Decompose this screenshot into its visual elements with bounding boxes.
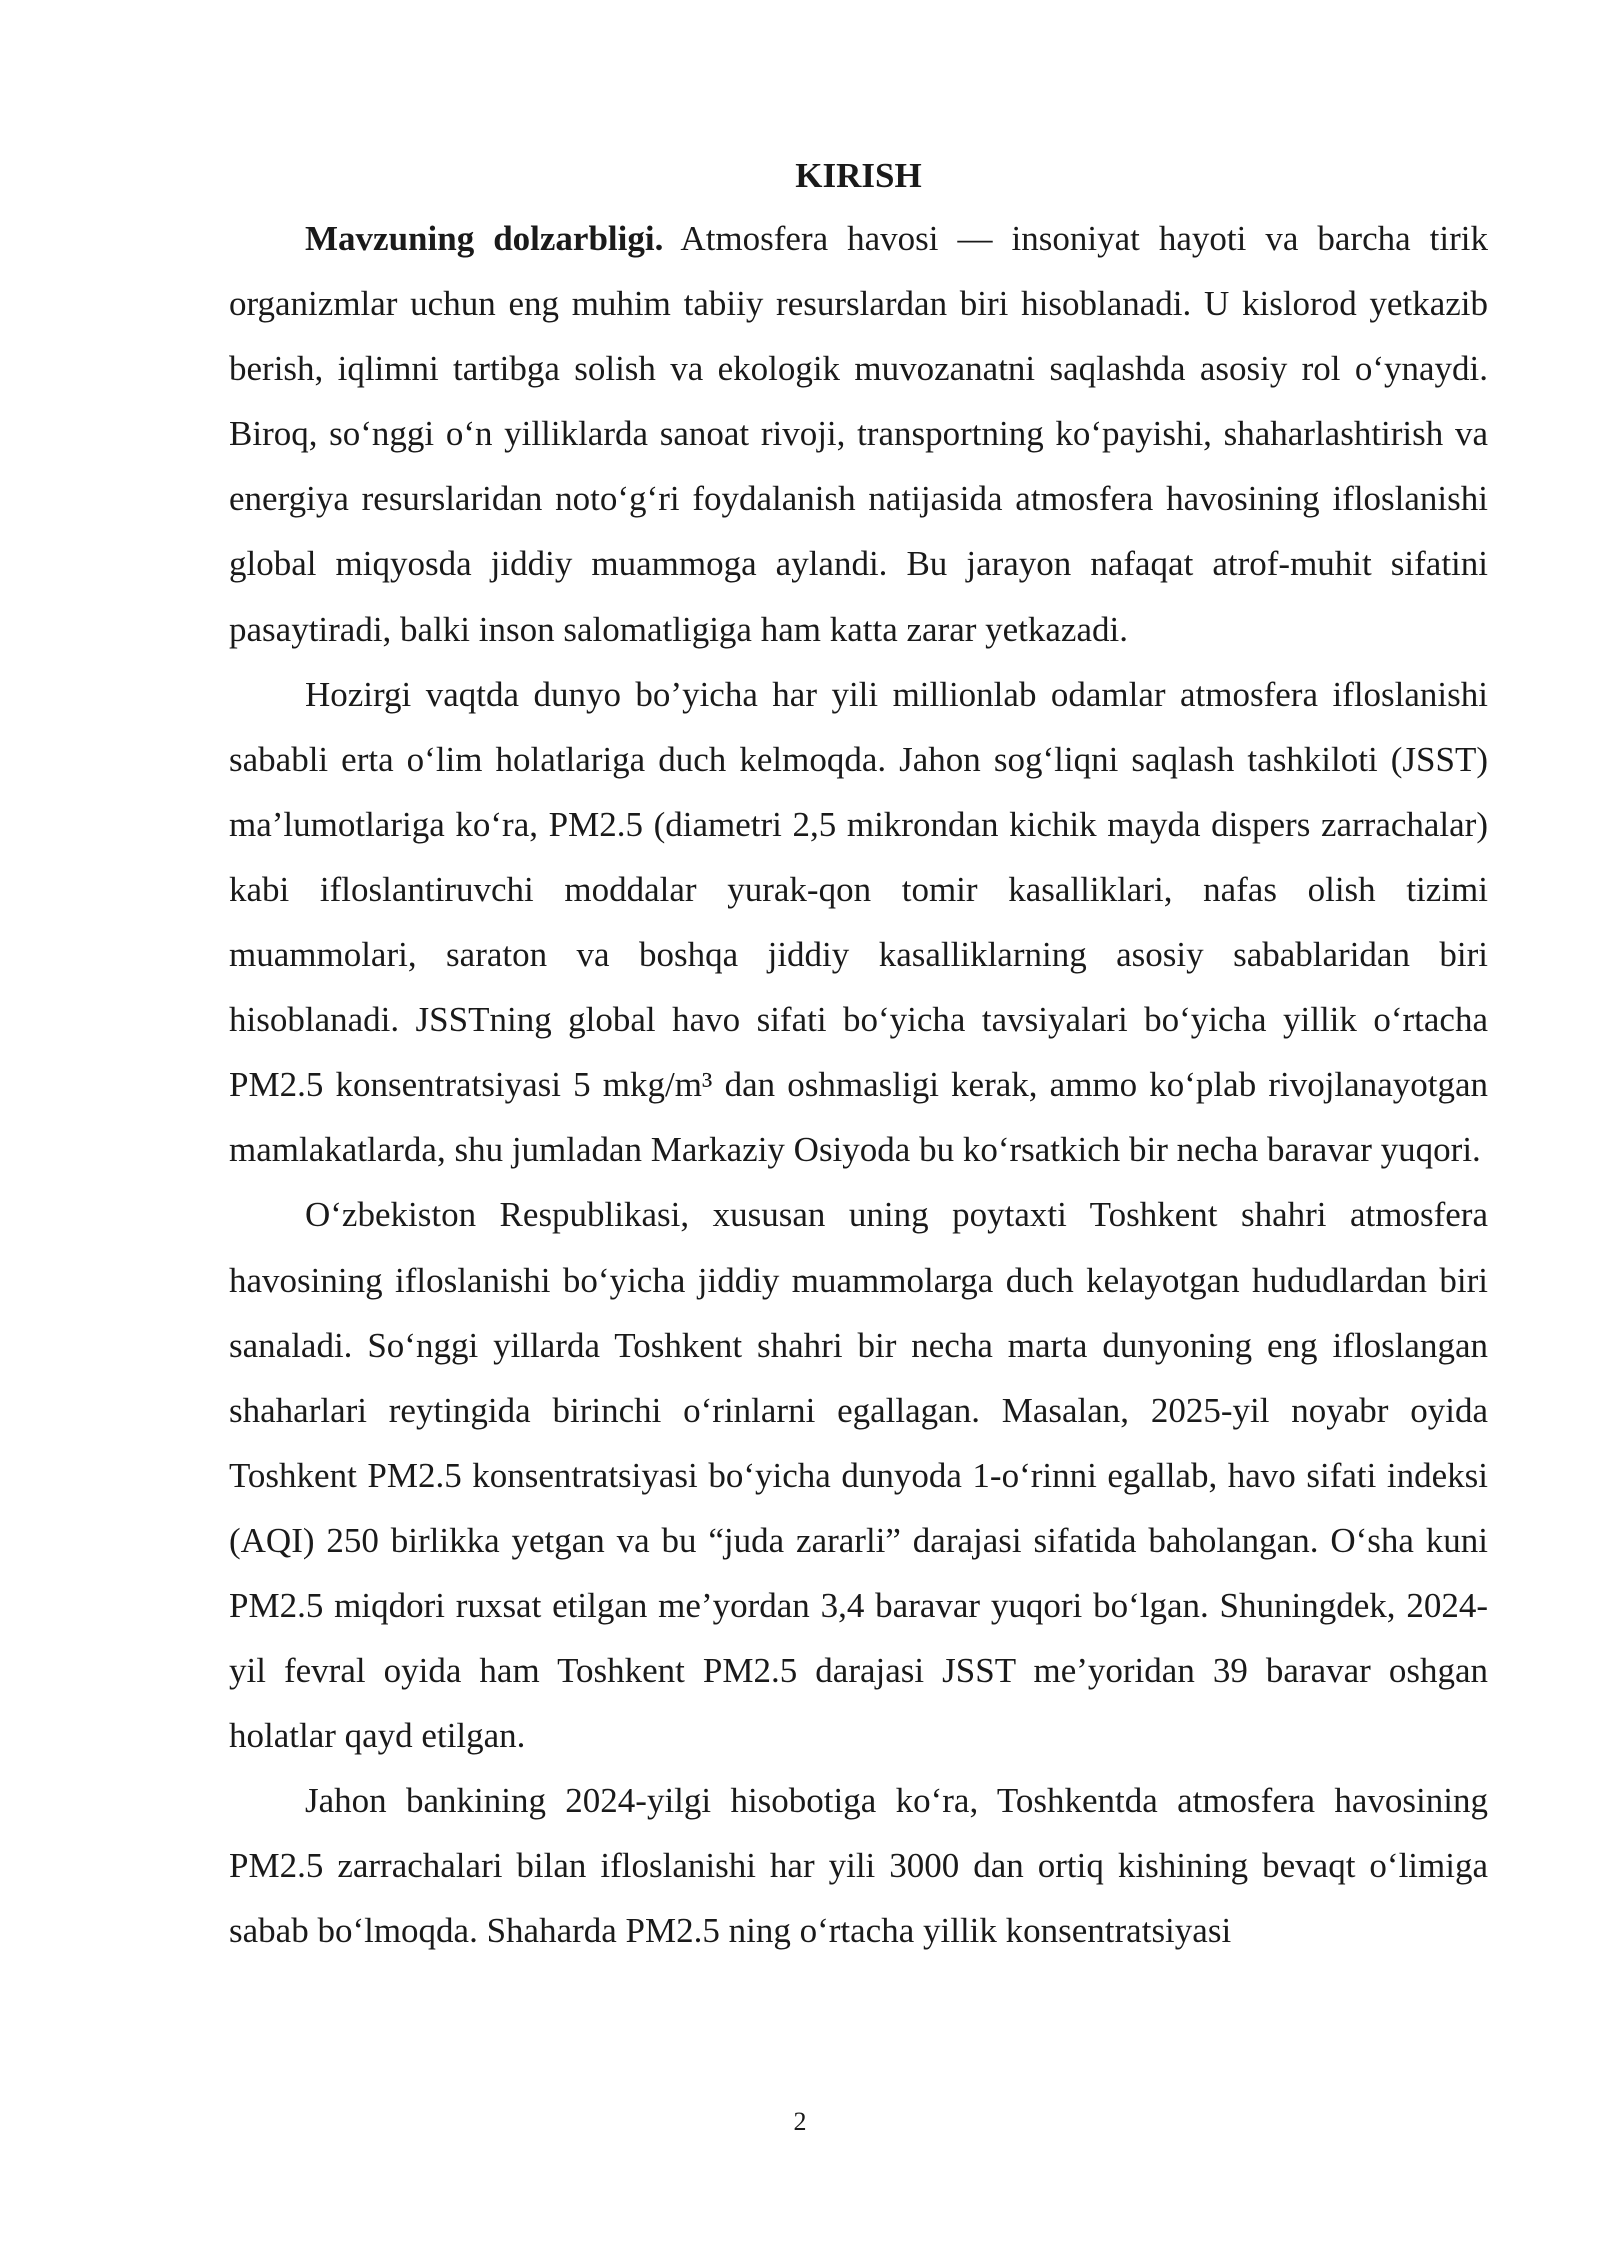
paragraph-global-pollution: Hozirgi vaqtda dunyo bo’yicha har yili millionlab odamlar atmosfera ifloslanishi sababli erta o‘lim holatlariga duch kelmoqda. Jahon sog‘liqni saqlash tashkiloti (JSST) ma’lumotlariga ko‘ra, PM2.5 (diametri 2,5 mikrondan kichik mayda dispers zarrachalar) kabi ifloslantiruvchi moddalar yurak-qon tomir kasalliklari, nafas olish tizimi muammolari, saraton va boshqa jiddiy kasalliklarning asosiy sabablaridan biri hisoblanadi. JSSTning global havo sifati bo‘yicha tavsiyalari bo‘yicha yillik o‘rtacha PM2.5 konsentratsiyasi 5 mkg/m³ dan oshmasligi kerak, ammo ko‘plab rivojlanayotgan mamlakatlarda, shu jumladan Markaziy Osiyoda bu ko‘rsatkich bir necha baravar yuqori. — [229, 674, 1488, 1170]
page-number: 2 — [793, 2107, 807, 2136]
paragraph-text: Atmosfera havosi — insoniyat hayoti va barcha tirik organizmlar uchun eng muhim tabiiy resurslardan biri hisoblanadi. U kislorod yetkazib berish, iqlimni tartibga solish va ekologik muvozanatni saqlashda asosiy rol o‘ynaydi. Biroq, so‘nggi o‘n yilliklarda sanoat rivoji, transportning ko‘payishi, shaharlashtirish va energiya resurslaridan noto‘g‘ri foydalanish natijasida atmosfera havosining ifloslanishi global miqyosda jiddiy muammoga aylandi. Bu jarayon nafaqat atrof-muhit sifatini pasaytiradi, balki inson salomatligiga ham katta zarar yetkazadi. — [229, 219, 1488, 649]
paragraph-uzbekistan: O‘zbekiston Respublikasi, xususan uning poytaxti Toshkent shahri atmosfera havosining ifloslanishi bo‘yicha jiddiy muammolarga duch kelayotgan hududlardan biri sanaladi. So‘nggi yillarda Toshkent shahri bir necha marta dunyoning eng ifloslangan shaharlari reytingida birinchi o‘rinlarni egallagan. Masalan, 2025-yil noyabr oyida Toshkent PM2.5 konsentratsiyasi bo‘yicha dunyoda 1-o‘rinni egallab, havo sifati indeksi (AQI) 250 birlikka yetgan va bu “juda zararli” darajasi sifatida baholangan. O‘sha kuni PM2.5 miqdori ruxsat etilgan me’yordan 3,4 baravar yuqori bo‘lgan. Shuningdek, 2024-yil fevral oyida ham Toshkent PM2.5 darajasi JSST me’yoridan 39 baravar oshgan holatlar qayd etilgan. — [229, 1195, 1488, 1756]
page-content — [229, 146, 1488, 1964]
paragraph-lead-bold: Mavzuning dolzarbligi. — [305, 219, 664, 258]
paragraph-relevance — [229, 206, 1488, 662]
paragraph-world-bank: Jahon bankining 2024-yilgi hisobotiga ko‘ra, Toshkentda atmosfera havosining PM2.5 zarrachalari bilan ifloslanishi har yili 3000 dan ortiq kishining bevaqt o‘limiga sabab bo‘lmoqda. Shaharda PM2.5 ning o‘rtacha yillik konsentratsiyasi — [229, 1781, 1488, 1951]
page-heading: KIRISH — [795, 156, 922, 195]
